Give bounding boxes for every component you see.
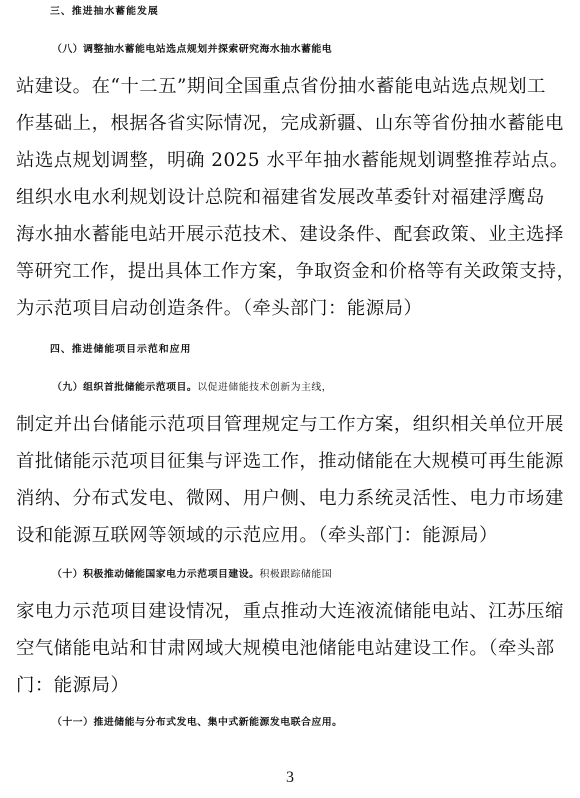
paragraph-line: 设和能源互联网等领域的示范应用。（牵头部门：能源局） (16, 525, 498, 546)
paragraph-line: 空气储能电站和甘肃网域大规模电池储能电站建设工作。（牵头部 (16, 638, 555, 659)
paragraph-line (52, 378, 580, 398)
paragraph-line: 海水抽水蓄能电站开展示范技术、建设条件、配套政策、业主选择 (16, 224, 564, 245)
paragraph-line: 站建设。在“十二五”期间全国重点省份抽水蓄能电站选点规划工 (16, 76, 546, 97)
line-text: 积极跟踪储能国 (259, 569, 333, 580)
paragraph-line: 为示范项目启动创造条件。（牵头部门：能源局） (16, 298, 423, 319)
paragraph-line (52, 713, 580, 733)
paragraph-line: 站选点规划调整，明确 2025 水平年抽水蓄能规划调整推荐站点。 (16, 150, 569, 171)
paragraph-line: 门：能源局） (16, 675, 130, 696)
paragraph-line: 组织水电水利规划设计总院和福建省发展改革委针对福建浮鹰岛 (16, 187, 545, 208)
section-heading: 四、推进储能项目示范和应用 (50, 344, 192, 355)
paragraph-line: 等研究工作，提出具体工作方案，争取资金和价格等有关政策支持， (16, 261, 576, 282)
item-title: （九）组织首批储能示范项目。 (52, 382, 198, 393)
paragraph-line: 制定并出台储能示范项目管理规定与工作方案，组织相关单位开展 (16, 414, 564, 435)
item-title: （十一）推进储能与分布式发电、集中式新能源发电联合应用。 (52, 717, 343, 728)
paragraph-line: 消纳、分布式发电、微网、用户侧、电力系统灵活性、电力市场建 (16, 488, 564, 509)
paragraph-line (52, 565, 580, 585)
section-heading: 三、推进抽水蓄能发展 (50, 6, 159, 17)
paragraph-line: 家电力示范项目建设情况，重点推动大连液流储能电站、江苏压缩 (16, 601, 564, 622)
item-title: （八）调整抽水蓄能电站选点规划并探索研究海水抽水蓄能电 (52, 44, 333, 55)
paragraph-line: 作基础上，根据各省实际情况，完成新疆、山东等省份抽水蓄能电 (16, 113, 564, 134)
line-text: 以促进储能技术创新为主线， (197, 382, 333, 393)
page-number: 3 (286, 769, 294, 786)
item-title: （十）积极推动储能国家电力示范项目建设。 (52, 569, 260, 580)
paragraph-line (52, 40, 580, 60)
paragraph-line: 首批储能示范项目征集与评选工作，推动储能在大规模可再生能源 (16, 451, 564, 472)
